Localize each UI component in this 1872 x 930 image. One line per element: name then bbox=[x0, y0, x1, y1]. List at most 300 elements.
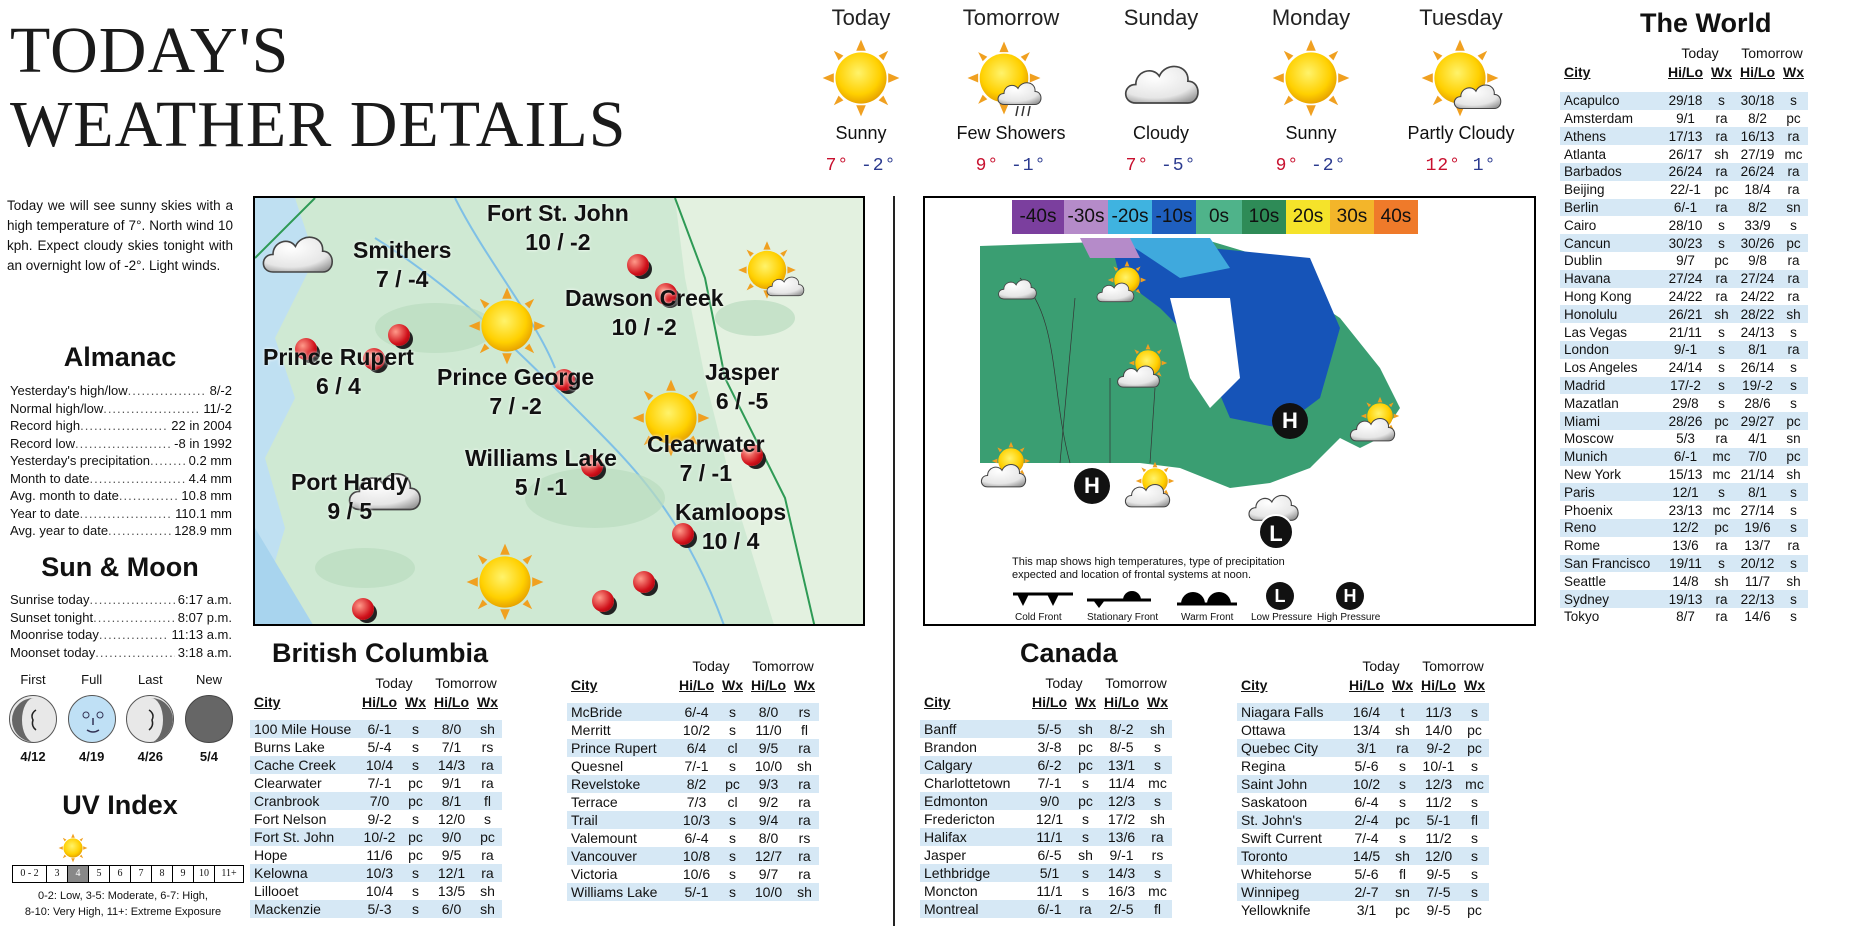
tomorrow-wx: sh bbox=[1786, 466, 1801, 482]
tomorrow-hilo: 24/13 bbox=[1740, 324, 1775, 340]
stat-label: Yesterday's precipitation bbox=[10, 453, 151, 468]
city-name: Fredericton bbox=[924, 811, 995, 827]
today-hilo: 9/-1 bbox=[1664, 341, 1707, 359]
city-name: Clearwater bbox=[647, 431, 765, 457]
weather-table bbox=[250, 674, 502, 918]
today-wx: pc bbox=[401, 792, 430, 810]
forecast-temps bbox=[1236, 156, 1386, 176]
partly-cloudy-icon bbox=[1386, 32, 1536, 122]
today-hilo: 30/23 bbox=[1664, 234, 1707, 252]
city-name: Quebec City bbox=[1237, 739, 1345, 757]
temp-legend-swatch: -20s bbox=[1108, 200, 1152, 234]
tomorrow-hilo: 9/0 bbox=[430, 828, 473, 846]
today-wx: s bbox=[1718, 395, 1725, 411]
tomorrow-wx: ra bbox=[1779, 341, 1808, 359]
wx-column-header: Wx bbox=[405, 694, 426, 710]
cold-front-icon bbox=[1013, 592, 1073, 608]
today-hilo: 5/-6 bbox=[1354, 758, 1379, 774]
stat-value: 0.2 mm bbox=[188, 453, 232, 468]
table-header bbox=[1560, 62, 1808, 82]
sunmoon-list bbox=[10, 591, 232, 661]
tomorrow-wx: sh bbox=[1786, 573, 1801, 589]
city-name: Cache Creek bbox=[250, 756, 358, 774]
tomorrow-wx: pc bbox=[1779, 448, 1808, 466]
today-hilo: 12/1 bbox=[1664, 483, 1707, 501]
city-name: Banff bbox=[920, 720, 1028, 738]
today-hilo: 7/-1 bbox=[684, 758, 709, 774]
canada-map bbox=[923, 196, 1536, 626]
today-wx: s bbox=[729, 722, 736, 738]
stat-value: 8/-2 bbox=[209, 383, 232, 398]
today-wx: fl bbox=[1399, 866, 1406, 882]
stationary-front-icon bbox=[1087, 590, 1151, 608]
city-name: Tokyo bbox=[1564, 609, 1600, 625]
wx-column-header: Wx bbox=[1783, 63, 1804, 80]
hilo-column-header: Hi/Lo bbox=[751, 677, 786, 693]
city-name: Trail bbox=[567, 811, 675, 829]
today-hilo: 10/8 bbox=[675, 847, 718, 865]
tomorrow-wx: s bbox=[1143, 756, 1172, 774]
city-name: Smithers bbox=[353, 237, 452, 263]
city-name: Williams Lake bbox=[465, 445, 617, 471]
city-name: New York bbox=[1564, 466, 1622, 482]
city-name: Calgary bbox=[920, 756, 1028, 774]
today-hilo: 29/8 bbox=[1672, 395, 1699, 411]
city-name: Paris bbox=[1560, 483, 1664, 501]
today-wx: ra bbox=[1071, 900, 1100, 918]
temp-legend-swatch: -40s bbox=[1012, 200, 1064, 234]
city-temp: 9 / 5 bbox=[327, 498, 373, 524]
sunny-icon bbox=[1236, 32, 1386, 122]
weather-table bbox=[1560, 44, 1808, 626]
tomorrow-wx: ra bbox=[798, 866, 811, 882]
today-wx: pc bbox=[408, 847, 423, 863]
canada-heading: Canada bbox=[1020, 638, 1118, 668]
tomorrow-hilo: 12/1 bbox=[430, 864, 473, 882]
uv-scale-cell: 9 bbox=[173, 866, 194, 882]
stat-value: 128.9 mm bbox=[174, 523, 232, 538]
column-divider bbox=[893, 196, 895, 926]
today-hilo: 19/13 bbox=[1664, 590, 1707, 608]
table-group-header bbox=[920, 674, 1172, 692]
uv-scale-cell: 10 bbox=[194, 866, 215, 882]
tomorrow-wx: ra bbox=[481, 847, 494, 863]
tomorrow-hilo: 8/1 bbox=[1736, 341, 1779, 359]
tomorrow-wx: sh bbox=[790, 883, 819, 901]
today-wx: s bbox=[401, 756, 430, 774]
today-hilo: 10/3 bbox=[675, 811, 718, 829]
today-wx: s bbox=[718, 847, 747, 865]
table-row bbox=[250, 792, 502, 810]
stat-label: Record low bbox=[10, 435, 76, 451]
tomorrow-wx: s bbox=[1471, 758, 1478, 774]
stat-row bbox=[10, 644, 232, 662]
hilo-column-header: Hi/Lo bbox=[1349, 677, 1384, 693]
hilo-column-header: Hi/Lo bbox=[679, 677, 714, 693]
today-hilo: 6/-2 bbox=[1028, 756, 1071, 774]
table-group-header bbox=[1560, 44, 1808, 62]
stat-row bbox=[10, 382, 232, 400]
today-hilo: 7/0 bbox=[358, 792, 401, 810]
forecast-low: -1° bbox=[1011, 156, 1047, 176]
today-hilo: 5/-6 bbox=[1354, 866, 1379, 882]
wx-column-header: Wx bbox=[1711, 63, 1732, 80]
tomorrow-hilo: 9/1 bbox=[441, 775, 462, 791]
leader-dots bbox=[90, 470, 186, 488]
table-row bbox=[1237, 775, 1489, 793]
city-name: Mackenzie bbox=[250, 900, 358, 918]
tomorrow-hilo: 9/4 bbox=[747, 811, 790, 829]
city-name: Amsterdam bbox=[1564, 110, 1634, 126]
stat-label: Sunrise today bbox=[10, 592, 90, 607]
forecast-condition: Cloudy bbox=[1132, 123, 1190, 143]
tomorrow-hilo: 26/14 bbox=[1740, 360, 1775, 376]
tomorrow-wx: ra bbox=[790, 775, 819, 793]
city-name: Fort St. John bbox=[487, 200, 629, 226]
tomorrow-wx: s bbox=[1471, 794, 1478, 810]
stat-label: Normal high/low bbox=[10, 400, 104, 416]
tomorrow-hilo: 5/-1 bbox=[1417, 811, 1460, 829]
city-name: Montreal bbox=[920, 900, 1028, 918]
city-column-header: City bbox=[924, 694, 951, 710]
table-row bbox=[250, 846, 502, 864]
city-temp: 6 / 4 bbox=[316, 373, 361, 399]
table-row bbox=[1237, 901, 1489, 919]
hilo-column-header: Hi/Lo bbox=[434, 694, 469, 710]
leader-dots bbox=[108, 522, 171, 540]
stat-row bbox=[10, 487, 232, 505]
stat-value: 11:13 a.m. bbox=[171, 627, 232, 642]
forecast-low: 1° bbox=[1472, 156, 1497, 176]
cloud-icon bbox=[1121, 476, 1173, 512]
forecast-high: 7° bbox=[1125, 156, 1150, 176]
tomorrow-wx: pc bbox=[1467, 722, 1482, 738]
moon-phase-first: First 4/12 bbox=[8, 672, 58, 764]
today-wx: ra bbox=[1715, 609, 1728, 625]
today-wx: s bbox=[1707, 234, 1736, 252]
tomorrow-group-label: Tomorrow bbox=[435, 675, 497, 691]
today-hilo: 17/-2 bbox=[1664, 377, 1707, 395]
table-row bbox=[1237, 847, 1489, 865]
today-wx: s bbox=[718, 703, 747, 721]
city-name: McBride bbox=[567, 703, 675, 721]
last-quarter-moon-icon bbox=[126, 695, 174, 743]
uv-scale-cell: 5 bbox=[89, 866, 110, 882]
today-hilo: 6/-1 bbox=[1664, 448, 1707, 466]
today-hilo: 24/22 bbox=[1668, 288, 1703, 304]
high-pressure-marker: H bbox=[1272, 403, 1308, 439]
bc-table-left bbox=[250, 674, 502, 918]
city-temp: 10 / -2 bbox=[525, 229, 591, 255]
city-name: Miami bbox=[1560, 412, 1664, 430]
city-label bbox=[353, 236, 451, 294]
table-row bbox=[1560, 555, 1808, 573]
city-name: Athens bbox=[1560, 127, 1664, 145]
today-hilo: 5/-3 bbox=[358, 900, 401, 918]
city-name: Winnipeg bbox=[1237, 883, 1345, 901]
tomorrow-hilo: 9/8 bbox=[1748, 253, 1767, 269]
tomorrow-hilo: 11/4 bbox=[1108, 775, 1135, 791]
table-row bbox=[1237, 865, 1489, 883]
city-temp: 10 / -2 bbox=[611, 314, 677, 340]
table-row bbox=[1560, 341, 1808, 359]
today-wx: s bbox=[1707, 92, 1736, 110]
city-name: Quesnel bbox=[571, 758, 624, 774]
tomorrow-wx: pc bbox=[1467, 902, 1482, 918]
today-wx: ra bbox=[1707, 590, 1736, 608]
forecast-day-label: Monday bbox=[1271, 5, 1351, 30]
city-name: Moncton bbox=[924, 883, 978, 899]
tomorrow-hilo: 21/14 bbox=[1740, 466, 1775, 482]
today-wx: s bbox=[412, 883, 419, 899]
today-hilo: 11/1 bbox=[1036, 883, 1063, 899]
tomorrow-wx: ra bbox=[473, 864, 502, 882]
tomorrow-hilo: 28/6 bbox=[1744, 395, 1771, 411]
tomorrow-wx: s bbox=[1790, 217, 1797, 233]
forecast-high: 12° bbox=[1425, 156, 1461, 176]
table-row bbox=[1237, 829, 1489, 847]
today-hilo: 13/6 bbox=[1672, 538, 1699, 554]
map-key: Cold Front Stationary Front Warm Front L Low Pressure H High Pressure bbox=[1011, 588, 1371, 624]
city-column-header: City bbox=[571, 677, 598, 693]
tomorrow-hilo: 13/5 bbox=[437, 883, 466, 899]
low-pressure-marker: L bbox=[1258, 514, 1294, 550]
forecast-day bbox=[1236, 4, 1386, 176]
city-name: Munich bbox=[1560, 448, 1664, 466]
table-group-header bbox=[567, 657, 819, 675]
today-wx: s bbox=[1082, 811, 1089, 827]
tomorrow-hilo: 8/-5 bbox=[1109, 739, 1134, 755]
today-wx: mc bbox=[1712, 466, 1731, 482]
tomorrow-wx: ra bbox=[1787, 538, 1800, 554]
city-name: Charlottetown bbox=[924, 775, 1011, 791]
tomorrow-wx: s bbox=[1790, 502, 1797, 518]
city-name: Niagara Falls bbox=[1237, 703, 1345, 721]
table-row bbox=[920, 756, 1172, 774]
today-wx: sh bbox=[1388, 847, 1417, 865]
today-hilo: 2/-7 bbox=[1345, 883, 1388, 901]
cloud-icon bbox=[257, 224, 337, 280]
forecast-day-label: Tomorrow bbox=[962, 5, 1060, 30]
tomorrow-wx: s bbox=[1790, 360, 1797, 376]
tomorrow-wx: sh bbox=[473, 900, 502, 918]
city-column-header: City bbox=[254, 694, 281, 710]
today-hilo: 9/-2 bbox=[367, 811, 392, 827]
today-wx: ra bbox=[1707, 270, 1736, 288]
table-row bbox=[1237, 883, 1489, 901]
city-name: Valemount bbox=[571, 830, 637, 846]
moon-phase-new: New 5/4 bbox=[184, 672, 234, 764]
today-wx: ra bbox=[1715, 538, 1728, 554]
uv-scale-cell: 4 bbox=[68, 866, 89, 882]
tomorrow-wx: ra bbox=[790, 847, 819, 865]
tomorrow-wx: ra bbox=[790, 739, 819, 757]
stat-label: Moonset today bbox=[10, 644, 96, 660]
stat-row bbox=[10, 470, 232, 488]
city-label bbox=[565, 284, 724, 342]
tomorrow-wx: pc bbox=[1786, 110, 1801, 126]
city-name: Prince Rupert bbox=[263, 344, 414, 370]
today-wx: ra bbox=[1707, 127, 1736, 145]
wx-column-header: Wx bbox=[1147, 694, 1168, 710]
forecast-low: -2° bbox=[861, 156, 897, 176]
tomorrow-hilo: 14/3 bbox=[1100, 864, 1143, 882]
temp-legend-swatch: 0s bbox=[1196, 200, 1242, 234]
city-name: Hong Kong bbox=[1564, 288, 1632, 304]
uv-scale-cell: 7 bbox=[131, 866, 152, 882]
table-row bbox=[1560, 466, 1808, 484]
today-wx: s bbox=[1388, 775, 1417, 793]
today-wx: cl bbox=[727, 794, 738, 810]
full-moon-icon bbox=[68, 695, 116, 743]
today-wx: pc bbox=[1388, 811, 1417, 829]
table-row bbox=[1560, 252, 1808, 270]
wx-column-header: Wx bbox=[1392, 677, 1413, 693]
tomorrow-wx: s bbox=[1779, 519, 1808, 537]
tomorrow-wx: sh bbox=[480, 883, 495, 899]
today-wx: s bbox=[1718, 217, 1725, 233]
cloud-icon bbox=[995, 268, 1039, 308]
intro-text: Today we will see sunny skies with a high temperature of 7°. North wind 10 kph. Expect cloudy skies tonight with an overnight low of -2°. Light winds. bbox=[7, 198, 233, 273]
stat-label: Yesterday's high/low bbox=[10, 383, 128, 398]
tomorrow-wx: rs bbox=[798, 830, 811, 846]
city-name: Dawson Creek bbox=[565, 285, 724, 311]
today-hilo: 23/13 bbox=[1668, 502, 1703, 518]
city-name: London bbox=[1560, 341, 1664, 359]
city-name: Lillooet bbox=[254, 883, 299, 899]
city-temp: 5 / -1 bbox=[514, 474, 568, 500]
table-row bbox=[567, 883, 819, 901]
tomorrow-hilo: 19/6 bbox=[1736, 519, 1779, 537]
today-hilo: 15/13 bbox=[1668, 466, 1703, 482]
tomorrow-wx: fl bbox=[801, 722, 808, 738]
today-wx: s bbox=[1399, 794, 1406, 810]
tomorrow-hilo: 7/1 bbox=[441, 739, 462, 755]
table-row bbox=[1560, 572, 1808, 590]
today-wx: sh bbox=[1707, 305, 1736, 323]
city-name: Toronto bbox=[1237, 847, 1345, 865]
tomorrow-wx: pc bbox=[473, 828, 502, 846]
leader-dots bbox=[80, 505, 173, 523]
wx-column-header: Wx bbox=[1075, 694, 1096, 710]
uv-sun-icon bbox=[56, 833, 90, 863]
today-hilo: 16/4 bbox=[1345, 703, 1388, 721]
table-row bbox=[1560, 359, 1808, 377]
forecast-day-label: Sunday bbox=[1123, 5, 1199, 30]
tomorrow-wx: mc bbox=[1148, 775, 1167, 791]
tomorrow-hilo: 8/0 bbox=[747, 703, 790, 721]
table-row bbox=[1560, 377, 1808, 395]
today-wx: ra bbox=[1715, 431, 1728, 447]
today-hilo: 7/3 bbox=[686, 794, 707, 810]
today-hilo: 19/11 bbox=[1664, 555, 1707, 573]
table-row bbox=[1560, 216, 1808, 234]
city-name: Havana bbox=[1560, 270, 1664, 288]
forecast-day bbox=[1386, 4, 1536, 176]
today-wx: ra bbox=[1388, 739, 1417, 757]
tomorrow-wx: ra bbox=[1143, 828, 1172, 846]
tomorrow-hilo: 30/18 bbox=[1736, 92, 1779, 110]
stat-label: Record high bbox=[10, 418, 81, 433]
city-name: Terrace bbox=[571, 794, 618, 810]
today-wx: sh bbox=[1714, 146, 1729, 162]
wx-column-header: Wx bbox=[477, 694, 498, 710]
city-name: Rome bbox=[1564, 538, 1601, 554]
stat-row bbox=[10, 522, 232, 540]
table-row bbox=[1560, 608, 1808, 626]
page-title: TODAY'S WEATHER DETAILS bbox=[10, 14, 627, 161]
stat-row bbox=[10, 591, 232, 609]
table-row bbox=[250, 900, 502, 918]
wx-column-header: Wx bbox=[1464, 677, 1485, 693]
city-name: Victoria bbox=[571, 866, 618, 882]
today-hilo: 10/6 bbox=[682, 866, 711, 882]
temp-legend-swatch: -10s bbox=[1152, 200, 1196, 234]
bc-map bbox=[253, 196, 865, 626]
today-hilo: 22/-1 bbox=[1670, 182, 1701, 198]
low-pressure-key-icon: L bbox=[1266, 582, 1294, 610]
table-row bbox=[1560, 501, 1808, 519]
tomorrow-hilo: 27/19 bbox=[1740, 146, 1775, 162]
forecast-high: 9° bbox=[975, 156, 1000, 176]
today-hilo: 3/1 bbox=[1345, 739, 1388, 757]
tomorrow-wx: sh bbox=[1143, 720, 1172, 738]
tomorrow-hilo: 27/14 bbox=[1740, 502, 1775, 518]
today-hilo: 5/3 bbox=[1676, 431, 1695, 447]
table-row bbox=[250, 828, 502, 846]
today-hilo: 10/2 bbox=[682, 722, 711, 738]
city-name: Moscow bbox=[1564, 431, 1614, 447]
table-row bbox=[1560, 145, 1808, 163]
table-row bbox=[1237, 739, 1489, 757]
stat-label: Sunset tonight bbox=[10, 609, 94, 625]
tomorrow-hilo: 20/12 bbox=[1736, 555, 1779, 573]
tomorrow-wx: s bbox=[1779, 590, 1808, 608]
tomorrow-wx: s bbox=[1779, 377, 1808, 395]
today-wx: pc bbox=[1395, 902, 1410, 918]
today-wx: mc bbox=[1707, 448, 1736, 466]
table-row bbox=[1560, 163, 1808, 181]
today-wx: pc bbox=[1707, 519, 1736, 537]
stat-value: 10.8 mm bbox=[181, 488, 232, 503]
city-name: Cranbrook bbox=[250, 792, 358, 810]
table-row bbox=[1560, 394, 1808, 412]
today-wx: s bbox=[412, 739, 419, 755]
tomorrow-wx: rs bbox=[790, 703, 819, 721]
stat-label: Moonrise today bbox=[10, 627, 99, 642]
cloud-icon bbox=[1113, 358, 1163, 392]
city-name: Port Hardy bbox=[291, 469, 409, 495]
city-name: Halifax bbox=[920, 828, 1028, 846]
today-wx: s bbox=[1399, 830, 1406, 846]
city-name: Saint John bbox=[1237, 775, 1345, 793]
tomorrow-hilo: 22/13 bbox=[1736, 590, 1779, 608]
tomorrow-hilo: 12/3 bbox=[1100, 792, 1143, 810]
tomorrow-wx: s bbox=[1143, 792, 1172, 810]
tomorrow-hilo: 8/0 bbox=[758, 830, 779, 846]
today-wx: t bbox=[1388, 703, 1417, 721]
today-wx: cl bbox=[718, 739, 747, 757]
table-row bbox=[1237, 703, 1489, 721]
uv-scale-cell: 0 - 2 bbox=[13, 866, 47, 882]
today-hilo: 11/1 bbox=[1028, 828, 1071, 846]
table-row bbox=[1560, 430, 1808, 448]
tomorrow-wx: ra bbox=[473, 756, 502, 774]
city-temp: 7 / -2 bbox=[489, 393, 542, 419]
forecast-temps bbox=[1086, 156, 1236, 176]
table-header bbox=[1237, 675, 1489, 695]
today-hilo: 6/4 bbox=[675, 739, 718, 757]
